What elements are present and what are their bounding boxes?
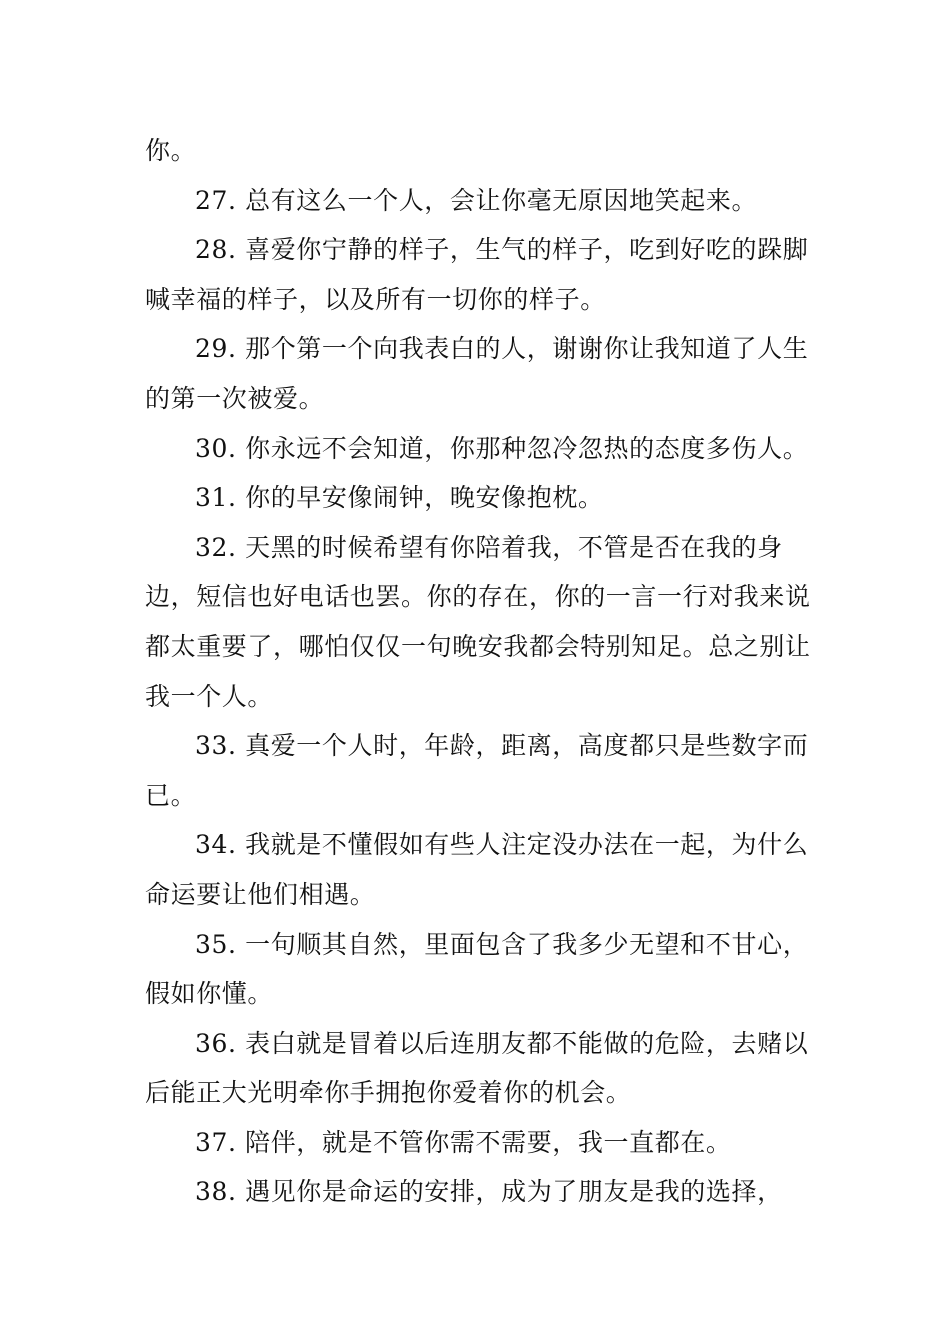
paragraph-31: 31. 你的早安像闹钟，晚安像抱枕。 [195, 483, 604, 513]
paragraph-28: 28. 喜爱你宁静的样子，生气的样子，吃到好吃的跺脚喊幸福的样子，以及所有一切你的样子。 [145, 235, 809, 314]
paragraph-33: 33. 真爱一个人时，年龄，距离，高度都只是些数字而已。 [145, 731, 809, 810]
paragraph-29: 29. 那个第一个向我表白的人，谢谢你让我知道了人生的第一次被爱。 [145, 334, 809, 413]
document-body [145, 126, 825, 1217]
paragraph-30: 30. 你永远不会知道，你那种忽冷忽热的态度多伤人。 [195, 433, 809, 463]
paragraph-continuation: 你。 [145, 136, 197, 165]
paragraph-34: 34. 我就是不懂假如有些人注定没办法在一起，为什么命运要让他们相遇。 [145, 830, 809, 909]
paragraph-32: 32. 天黑的时候希望有你陪着我，不管是否在我的身边，短信也好电话也罢。你的存在，你的一言一行对我来说都太重要了，哪怕仅仅一句晚安我都会特别知足。总之别让我一个人。 [145, 532, 811, 711]
paragraph-35: 35. 一句顺其自然，里面包含了我多少无望和不甘心，假如你懂。 [145, 929, 809, 1009]
paragraph-36: 36. 表白就是冒着以后连朋友都不能做的危险，去赌以后能正大光明牵你手拥抱你爱着你的机会。 [145, 1028, 809, 1108]
paragraph-27: 27. 总有这么一个人，会让你毫无原因地笑起来。 [195, 185, 758, 215]
paragraph-38: 38. 遇见你是命运的安排，成为了朋友是我的选择， [195, 1177, 783, 1207]
paragraph-37: 37. 陪伴，就是不管你需不需要，我一直都在。 [195, 1127, 732, 1157]
